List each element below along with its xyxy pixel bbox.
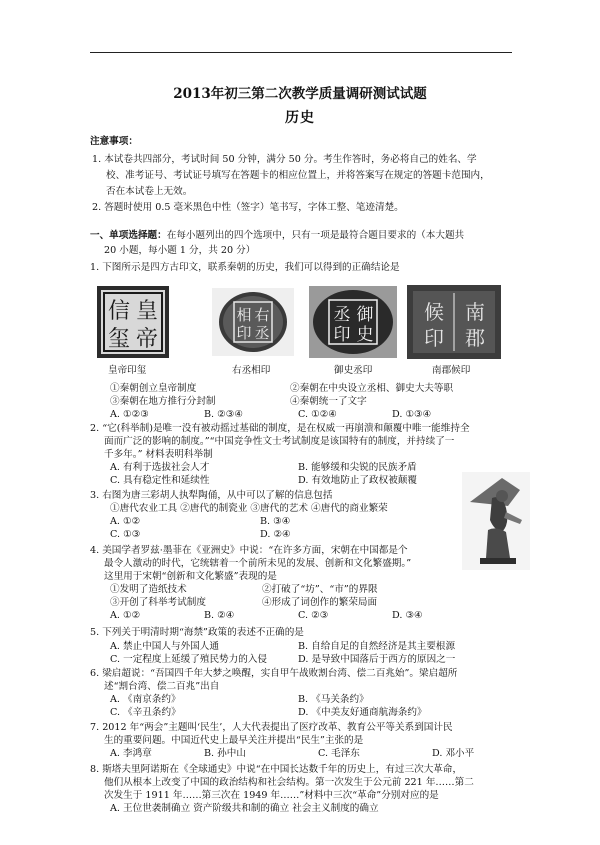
q6-stem: 述“割台湾、偿二百兆”出自 [104,681,220,692]
q4-option-stmt: ②打破了“坊”、“市”的界限 [262,584,378,595]
q5-choice-d: D. 是导致中国落后于西方的原因之一 [298,654,456,665]
q8-stem: 他们从根本上改变了中国的政治结构和社会结构。第一次发生于公元前 221 年……第二 [104,777,474,788]
svg-text:史: 史 [356,325,374,345]
q6-choice-d: D. 《中美友好通商航海条约》 [298,707,427,718]
q6-choice-c: C. 《辛丑条约》 [110,707,181,718]
q7-stem: 7. 2012 年“两会”主题叫‘民生’，人大代表提出了医疗改革、教育公平等关系到国计民 [90,722,453,733]
q3-choice-b: B. ③④ [260,516,291,527]
top-rule [90,52,512,53]
q2-choice-d: D. 有效地防止了政权被颠覆 [298,475,417,486]
seal-image-4 [406,282,502,362]
q1-option-stmt: ①秦朝创立皇帝制度 [110,383,197,394]
svg-text:信: 信 [107,299,131,324]
q5-choice-c: C. 一定程度上延缓了殖民势力的入侵 [110,654,268,665]
q4-option-stmt: ①发明了造纸技术 [110,584,187,595]
seal-image-2 [212,282,294,362]
notice-line: 校、准考证号、考试证号填写在答题卡的相应位置上，并将答案写在规定的答题卡范围内， [106,170,490,181]
q4-option-stmt: ④形成了词创作的繁荣局面 [262,597,378,608]
seal-caption: 右丞相印 [232,365,271,376]
notice-heading: 注意事项： [90,136,138,147]
svg-text:相: 相 [236,306,252,324]
svg-text:丞: 丞 [254,324,270,342]
q4-choice-d: D. ③④ [392,610,423,621]
q4-stem: 4. 美国学者罗兹·墨菲在《亚洲史》中说：“在许多方面，宋朝在中国都是个 [90,545,408,556]
seal-image-1 [96,282,170,362]
q2-choice-b: B. 能够缓和尖锐的民族矛盾 [298,462,417,473]
svg-text:帝: 帝 [135,327,159,352]
q7-choice-a: A. 李鸿章 [110,748,152,759]
q5-choice-b: B. 自给自足的自然经济是其主要根源 [298,641,456,652]
seal-caption: 御史丞印 [334,365,373,376]
q2-choice-a: A. 有利于选拔社会人才 [110,462,210,473]
notice-line: 2. 答题时使用 0.5 毫米黑色中性（签字）笔书写，字体工整、笔迹清楚。 [92,202,404,213]
q7-choice-b: B. 孙中山 [204,748,246,759]
q2-stem: 2. “它(科举制)是唯一没有被动摇过基础的制度，是在权威一再崩溃和颠覆中唯一能维持全 [90,423,470,434]
q8-choice-a: A. 王位世袭制确立 资产阶级共和制的确立 社会主义制度的确立 [110,803,379,814]
seal-caption: 南郡候印 [432,365,471,376]
q3-choice-d: D. ②④ [260,529,291,540]
q4-option-stmt: ③开创了科举考试制度 [110,597,206,608]
section-intro-text: 在每小题列出的四个选项中，只有一项是最符合题目要求的（本大题共 [166,230,465,241]
svg-text:御: 御 [356,305,374,325]
q3-options: ①唐代农业工具 ②唐代的制瓷业 ③唐代的艺术 ④唐代的商业繁荣 [110,503,388,514]
section-heading: 一、单项选择题： [90,230,167,241]
q1-choice-a: A. ①②③ [110,409,149,420]
q1-option-stmt: ④秦朝统一了文字 [290,396,367,407]
svg-text:印: 印 [333,325,351,345]
q2-choice-c: C. 具有稳定性和延续性 [110,475,210,486]
q1-choice-c: C. ①②④ [298,409,337,420]
notice-line: 否在本试卷上无效。 [106,186,193,197]
q6-choice-a: A. 《南京条约》 [110,694,181,705]
q1-choice-d: D. ①③④ [392,409,432,420]
svg-text:印: 印 [236,324,252,342]
q4-stem: 最令人激动的时代，它统辖着一个前所未见的发展、创新和文化繁盛期。” [104,558,412,569]
q3-choice-c: C. ①③ [110,529,141,540]
q2-stem: 面而广泛的影响的制度。”“中国竞争性文士考试制度是该国特有的制度，并持续了一 [104,436,455,447]
q1-option-stmt: ③秦朝在地方推行分封制 [110,396,216,407]
q8-stem: 次发生于 1911 年……第三次在 1949 年……”材料中三次“革命”分别对应的是 [104,790,439,801]
svg-text:印: 印 [424,326,444,350]
q5-stem: 5. 下列关于明清时期“海禁”政策的表述不正确的是 [90,627,304,638]
q4-choice-a: A. ①② [110,610,141,621]
seal-caption: 皇帝印玺 [108,365,147,376]
svg-text:玺: 玺 [107,327,131,352]
seal-image-3 [308,282,398,362]
q6-choice-b: B. 《马关条约》 [298,694,369,705]
q3-stem: 3. 右图为唐三彩胡人执犁陶俑，从中可以了解的信息包括 [90,490,333,501]
svg-text:右: 右 [254,306,270,324]
q4-choice-b: B. ②④ [204,610,235,621]
q2-stem: 千多年。” 材料表明科举制 [104,449,213,460]
q1-stem: 1. 下图所示是四方古印文，联系秦朝的历史，我们可以得到的正确结论是 [90,262,400,273]
subject-title: 历史 [285,110,315,126]
q7-choice-d: D. 邓小平 [432,748,475,759]
svg-text:南: 南 [465,300,485,324]
q4-choice-c: C. ②③ [298,610,329,621]
section-intro-2: 20 小题，每小题 1 分，共 20 分） [104,245,256,256]
section-intro [90,230,464,242]
q1-choice-b: B. ②③④ [204,409,243,420]
svg-text:候: 候 [424,300,444,324]
notice-line: 1. 本试卷共四部分，考试时间 50 分钟，满分 50 分。考生作答时，务必将自己的姓名、学 [92,154,477,165]
q6-stem: 6. 梁启超说：“吾国四千年大梦之唤醒，实自甲午战败割台湾、偿二百兆始”。梁启超所 [90,668,458,679]
q8-stem: 8. 斯塔夫里阿诺斯在《全球通史》中说“在中国长达数千年的历史上，有过三次大革命， [90,764,463,775]
q3-choice-a: A. ①② [110,516,141,527]
q4-stem: 这里用于宋朝“创新和文化繁盛”表现的是 [104,571,277,582]
q7-choice-c: C. 毛泽东 [318,748,360,759]
tang-sancai-figurine-image [462,472,530,570]
svg-text:丞: 丞 [333,305,351,325]
exam-title: 2013年初三第二次教学质量调研测试试题 [173,86,427,102]
q7-stem: 生的重要问题。中国近代史上最早关注并提出“民生”主张的是 [104,735,364,746]
svg-text:皇: 皇 [135,299,159,324]
q5-choice-a: A. 禁止中国人与外国人通 [110,641,219,652]
q1-option-stmt: ②秦朝在中央设立丞相、御史大夫等职 [290,383,454,394]
svg-text:郡: 郡 [465,326,485,350]
